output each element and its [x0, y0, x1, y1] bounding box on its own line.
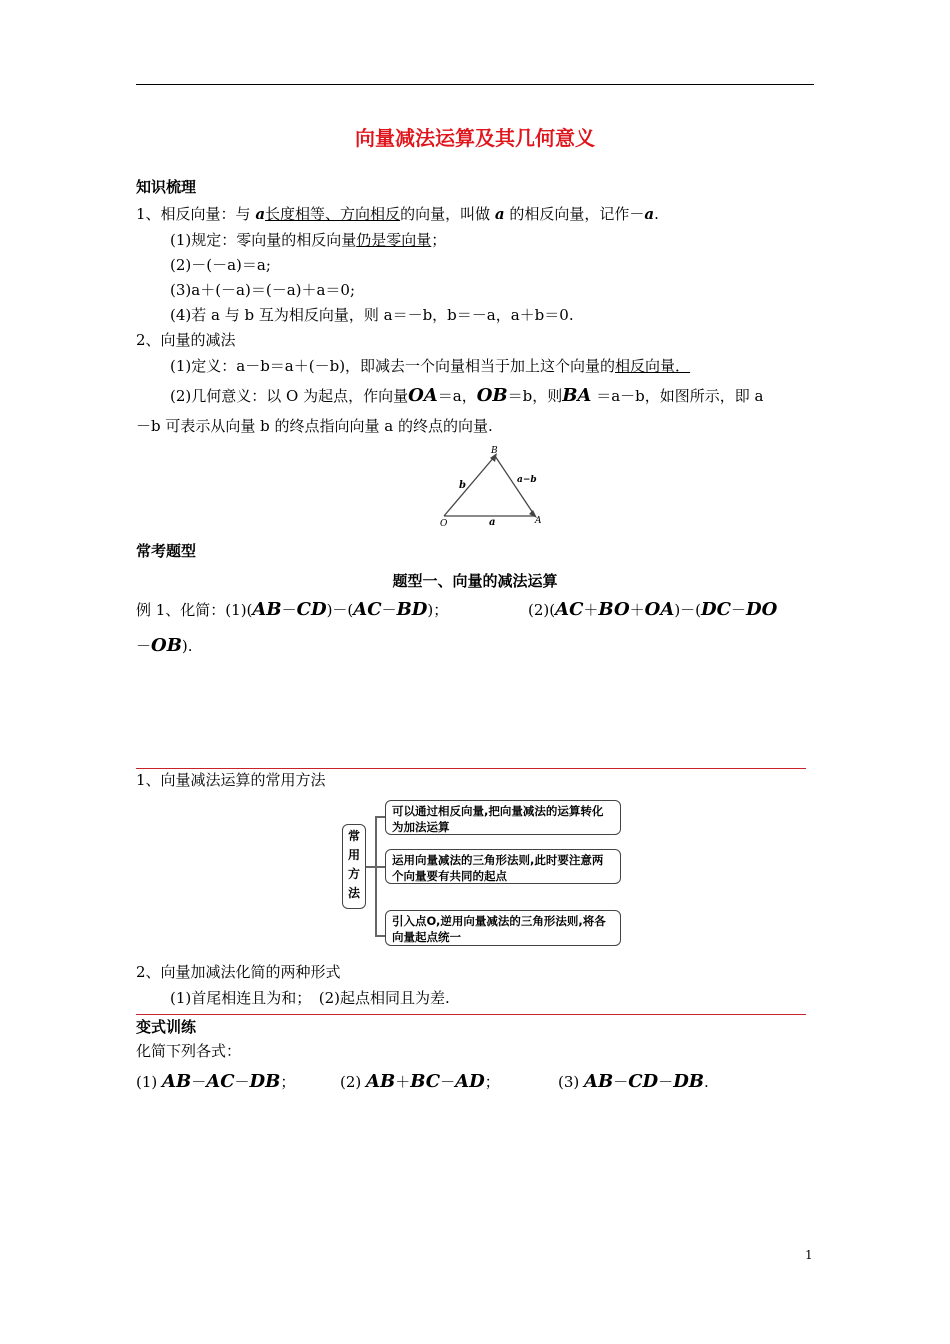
geometry-text: ＝a， [437, 387, 477, 405]
page-number: 1 [805, 1248, 813, 1262]
vector-BD: BD [396, 599, 428, 620]
rule1-end: ； [431, 231, 447, 249]
example1-part1 [136, 600, 448, 620]
vector-AD: AD [455, 1071, 485, 1092]
practice-intro: 化简下列各式： [136, 1042, 242, 1060]
item1-post: 的相反向量，记作－ [504, 205, 645, 223]
section-heading-common: 常考题型 [136, 542, 197, 560]
practice-op: ＋ [395, 1073, 411, 1091]
label-B: B [491, 446, 498, 456]
practice-label: (1) [136, 1073, 158, 1091]
connector [366, 866, 375, 868]
header-rule [136, 84, 814, 85]
center-char: 方 [347, 867, 360, 881]
center-char: 常 [347, 829, 360, 843]
example1-line2 [136, 636, 193, 656]
method-title: 1、向量减法运算的常用方法 [136, 771, 326, 789]
practice-op: － [191, 1073, 207, 1091]
ex1-text: )－( [674, 601, 702, 619]
item1-middle: 的向量，叫做 [400, 205, 495, 223]
vector-DO: DO [746, 599, 778, 620]
vector-BO: BO [598, 599, 630, 620]
practice-item-2 [340, 1072, 500, 1092]
definition-prefix: (1)定义：a－b＝a＋(－b)，即减去一个向量相当于加上这个向量的 [170, 357, 616, 375]
vector-CD: CD [628, 1071, 659, 1092]
rule1-line [170, 230, 446, 250]
connector [375, 866, 385, 868]
ex1-text: )； [427, 601, 449, 619]
red-divider [136, 768, 806, 769]
practice-end: . [704, 1073, 709, 1091]
method-center-box [342, 824, 366, 909]
item1-line [136, 204, 659, 224]
forms-text: (1)首尾相连且为和； (2)起点相同且为差. [170, 989, 450, 1007]
ex1-text: (2)( [528, 601, 556, 619]
vector-BA: BA [562, 385, 592, 406]
geometry-text: ＝a－b，如图所示，即 a [596, 387, 764, 405]
geometry-line [170, 386, 763, 406]
vector-AB: AB [252, 599, 282, 620]
practice-label: (2) [340, 1073, 362, 1091]
label-b: b [459, 480, 466, 491]
forms-title: 2、向量加减法化简的两种形式 [136, 963, 341, 981]
practice-end: ； [280, 1073, 296, 1091]
label-a: a [489, 517, 496, 528]
label-A: A [535, 516, 542, 526]
vector-a: a [255, 205, 266, 223]
page-title: 向量减法运算及其几何意义 [355, 126, 595, 150]
practice-op: － [613, 1073, 629, 1091]
vector-a: a [644, 205, 655, 223]
section-heading-knowledge: 知识梳理 [136, 178, 197, 196]
practice-op: － [658, 1073, 674, 1091]
ex1-op: － [730, 601, 746, 619]
vector-CD: CD [296, 599, 327, 620]
vector-AB: AB [366, 1071, 396, 1092]
geometry-line-2: －b 可表示从向量 b 的终点指向向量 a 的终点的向量. [136, 417, 493, 435]
vector-a: a [494, 205, 505, 223]
practice-label: (3) [558, 1073, 580, 1091]
ex1-op: － [136, 637, 152, 655]
item1-prefix: 1、相反向量：与 [136, 205, 256, 223]
connector [375, 816, 377, 936]
method-box-1: 可以通过相反向量,把向量减法的运算转化为加法运算 [385, 800, 621, 835]
vector-DB: DB [249, 1071, 281, 1092]
rule3-line: (3)a＋(－a)＝(－a)＋a＝0; [170, 281, 356, 299]
practice-item-1 [136, 1072, 295, 1092]
vector-BC: BC [410, 1071, 441, 1092]
definition-line [170, 356, 690, 376]
practice-item-3 [558, 1072, 709, 1092]
vector-AB: AB [162, 1071, 192, 1092]
label-a-minus-b: a−b [517, 475, 537, 485]
connector [375, 816, 385, 818]
ex1-text: )－( [326, 601, 354, 619]
vector-OB: OB [476, 385, 508, 406]
vector-AC: AC [206, 1071, 235, 1092]
rule2-line: (2)－(－a)＝a; [170, 256, 271, 274]
geometry-prefix: (2)几何意义：以 O 为起点，作向量 [170, 387, 409, 405]
vector-AC: AC [353, 599, 382, 620]
ex1-op: － [281, 601, 297, 619]
vector-AC: AC [555, 599, 584, 620]
connector [375, 935, 385, 937]
rule1-prefix: (1)规定：零向量的相反向量 [170, 231, 357, 249]
method-box-2: 运用向量减法的三角形法则,此时要注意两个向量要有共同的起点 [385, 849, 621, 884]
vector-OB: OB [151, 635, 182, 656]
ex1-text: ). [181, 637, 193, 655]
vector-DC: DC [701, 599, 731, 620]
ex1-op: － [381, 601, 397, 619]
ex1-op: ＋ [583, 601, 599, 619]
item1-end: . [654, 205, 659, 223]
section-heading-practice: 变式训练 [136, 1018, 197, 1036]
vector-DB: DB [673, 1071, 705, 1092]
label-O: O [440, 519, 448, 529]
ex1-text: 例 1、化简：(1)( [136, 601, 253, 619]
practice-op: － [234, 1073, 250, 1091]
method-box-3: 引入点O,逆用向量减法的三角形法则,将各向量起点统一 [385, 910, 621, 946]
practice-end: ； [484, 1073, 500, 1091]
subheading-type1: 题型一、向量的减法运算 [392, 572, 558, 590]
rule4-line: (4)若 a 与 b 互为相反向量，则 a＝－b，b＝－a，a＋b＝0. [170, 306, 574, 324]
vector-OA: OA [408, 385, 438, 406]
ex1-op: ＋ [629, 601, 645, 619]
item2-line: 2、向量的减法 [136, 331, 236, 349]
geometry-text: ＝b，则 [507, 387, 563, 405]
definition-underlined: 相反向量． [615, 357, 691, 375]
vector-AB: AB [584, 1071, 614, 1092]
example1-part2 [528, 600, 777, 620]
item1-underlined: 长度相等、方向相反 [265, 205, 401, 223]
center-char: 用 [347, 848, 360, 862]
vector-OA: OA [644, 599, 675, 620]
practice-op: － [440, 1073, 456, 1091]
red-divider [136, 1014, 806, 1015]
vector-a-minus-b-line [495, 456, 535, 516]
triangle-figure [425, 444, 555, 532]
vector-b-line [444, 456, 495, 516]
center-char: 法 [347, 886, 360, 900]
rule1-underlined: 仍是零向量 [356, 231, 432, 249]
